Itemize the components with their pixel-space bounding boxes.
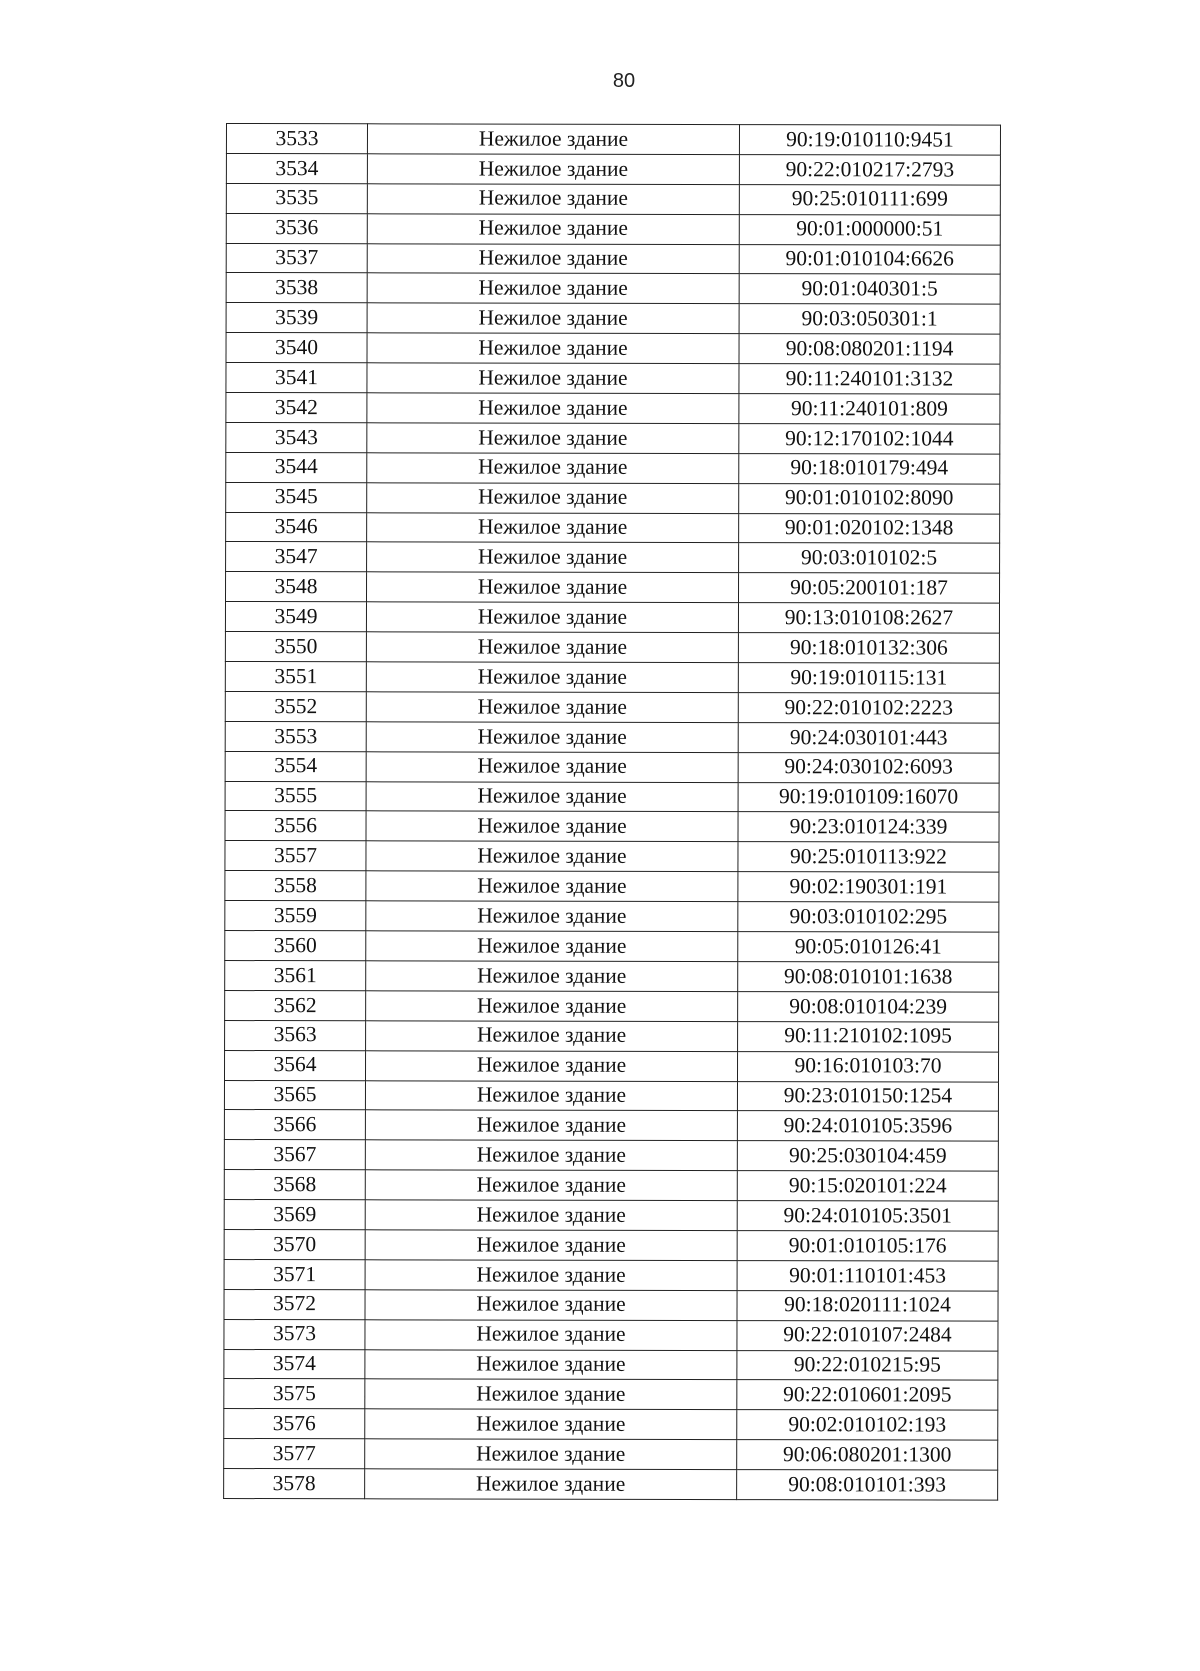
table-row (224, 1170, 998, 1202)
object-type-cell: Нежилое здание (367, 124, 739, 155)
table-row (226, 452, 1000, 484)
row-number-cell: 3565 (224, 1080, 365, 1110)
cadastral-number-cell: 90:11:210102:1095 (738, 1021, 999, 1051)
cadastral-number-cell: 90:02:010102:193 (737, 1410, 998, 1440)
table-row (226, 512, 1000, 544)
cadastral-number-cell: 90:01:040301:5 (739, 274, 1000, 304)
cadastral-number-cell: 90:08:010101:393 (737, 1470, 998, 1500)
table-row (226, 333, 1000, 365)
object-type-cell: Нежилое здание (367, 333, 739, 364)
table-row (224, 1080, 998, 1112)
row-number-cell: 3562 (225, 990, 366, 1020)
object-type-cell: Нежилое здание (366, 991, 738, 1022)
table-row (225, 871, 999, 903)
cadastral-number-cell: 90:22:010217:2793 (739, 154, 1000, 184)
object-type-cell: Нежилое здание (366, 692, 738, 723)
object-type-cell: Нежилое здание (366, 602, 738, 633)
table-row (226, 273, 1000, 305)
table-row (226, 124, 1000, 156)
object-type-cell: Нежилое здание (367, 542, 739, 573)
cadastral-number-cell: 90:01:010102:8090 (739, 483, 1000, 513)
cadastral-number-cell: 90:25:010113:922 (738, 842, 999, 872)
table-row (226, 482, 1000, 514)
object-type-cell: Нежилое здание (366, 781, 738, 812)
cadastral-number-cell: 90:12:170102:1044 (739, 423, 1000, 453)
row-number-cell: 3576 (224, 1409, 365, 1439)
object-type-cell: Нежилое здание (365, 1409, 737, 1440)
row-number-cell: 3538 (226, 273, 367, 303)
row-number-cell: 3541 (226, 363, 367, 393)
row-number-cell: 3537 (226, 243, 367, 273)
cadastral-number-cell: 90:11:240101:809 (739, 394, 1000, 424)
row-number-cell: 3546 (226, 512, 367, 542)
table-row (225, 811, 999, 843)
cadastral-number-cell: 90:08:010101:1638 (738, 962, 999, 992)
table-row (224, 1259, 998, 1291)
row-number-cell: 3535 (226, 183, 367, 213)
table-row (225, 602, 999, 634)
table-row (224, 1379, 998, 1411)
table-row (226, 363, 1000, 395)
cadastral-number-cell: 90:22:010102:2223 (738, 692, 999, 722)
object-type-cell: Нежилое здание (367, 453, 739, 484)
object-type-cell: Нежилое здание (365, 1260, 737, 1291)
table-row (225, 990, 999, 1022)
table-row (225, 781, 999, 813)
row-number-cell: 3553 (225, 721, 366, 751)
row-number-cell: 3569 (224, 1200, 365, 1230)
table-row (225, 572, 999, 604)
cadastral-number-cell: 90:23:010150:1254 (737, 1081, 998, 1111)
object-type-cell: Нежилое здание (366, 751, 738, 782)
row-number-cell: 3557 (225, 841, 366, 871)
cadastral-number-cell: 90:01:110101:453 (737, 1260, 998, 1290)
object-type-cell: Нежилое здание (366, 1021, 738, 1052)
table-row (225, 662, 999, 694)
object-type-cell: Нежилое здание (367, 273, 739, 304)
row-number-cell: 3540 (226, 333, 367, 363)
table-row (224, 1319, 998, 1351)
cadastral-number-cell: 90:23:010124:339 (738, 812, 999, 842)
row-number-cell: 3547 (226, 542, 367, 572)
object-type-cell: Нежилое здание (367, 482, 739, 513)
row-number-cell: 3544 (226, 452, 367, 482)
object-type-cell: Нежилое здание (367, 512, 739, 543)
row-number-cell: 3564 (224, 1050, 365, 1080)
row-number-cell: 3559 (225, 901, 366, 931)
cadastral-number-cell: 90:15:020101:224 (737, 1171, 998, 1201)
table-body (224, 124, 1001, 1501)
table-row (226, 153, 1000, 185)
cadastral-number-cell: 90:08:010104:239 (738, 991, 999, 1021)
table-row (226, 393, 1000, 425)
table-row (226, 213, 1000, 245)
table-row (225, 1020, 999, 1052)
table-row (226, 422, 1000, 454)
object-type-cell: Нежилое здание (365, 1469, 737, 1500)
property-registry-table (223, 123, 1001, 1501)
cadastral-number-cell: 90:22:010107:2484 (737, 1320, 998, 1350)
object-type-cell: Нежилое здание (365, 1439, 737, 1470)
row-number-cell: 3550 (225, 632, 366, 662)
row-number-cell: 3549 (225, 602, 366, 632)
row-number-cell: 3573 (224, 1319, 365, 1349)
cadastral-number-cell: 90:18:020111:1024 (737, 1290, 998, 1320)
object-type-cell: Нежилое здание (367, 393, 739, 424)
cadastral-number-cell: 90:19:010109:16070 (738, 782, 999, 812)
table-row (225, 901, 999, 933)
cadastral-number-cell: 90:02:190301:191 (738, 872, 999, 902)
cadastral-number-cell: 90:18:010179:494 (739, 453, 1000, 483)
cadastral-number-cell: 90:19:010115:131 (738, 663, 999, 693)
object-type-cell: Нежилое здание (365, 1379, 737, 1410)
row-number-cell: 3548 (225, 572, 366, 602)
cadastral-number-cell: 90:24:010105:3501 (737, 1201, 998, 1231)
object-type-cell: Нежилое здание (367, 243, 739, 274)
cadastral-number-cell: 90:19:010110:9451 (739, 125, 1000, 155)
object-type-cell: Нежилое здание (367, 303, 739, 334)
table-row (226, 243, 1000, 275)
row-number-cell: 3566 (224, 1110, 365, 1140)
table-row (225, 632, 999, 664)
row-number-cell: 3555 (225, 781, 366, 811)
cadastral-number-cell: 90:01:010104:6626 (739, 244, 1000, 274)
table-row (226, 303, 1000, 335)
table-row (225, 841, 999, 873)
cadastral-number-cell: 90:18:010132:306 (738, 633, 999, 663)
object-type-cell: Нежилое здание (366, 572, 738, 603)
row-number-cell: 3567 (224, 1140, 365, 1170)
object-type-cell: Нежилое здание (367, 363, 739, 394)
cadastral-number-cell: 90:25:030104:459 (737, 1141, 998, 1171)
row-number-cell: 3572 (224, 1289, 365, 1319)
cadastral-number-cell: 90:03:010102:5 (739, 543, 1000, 573)
object-type-cell: Нежилое здание (366, 662, 738, 693)
table-row (225, 721, 999, 753)
row-number-cell: 3545 (226, 482, 367, 512)
table-row (224, 1469, 998, 1501)
row-number-cell: 3574 (224, 1349, 365, 1379)
row-number-cell: 3542 (226, 393, 367, 423)
cadastral-number-cell: 90:16:010103:70 (737, 1051, 998, 1081)
cadastral-number-cell: 90:06:080201:1300 (737, 1440, 998, 1470)
cadastral-number-cell: 90:24:030102:6093 (738, 752, 999, 782)
object-type-cell: Нежилое здание (366, 961, 738, 992)
object-type-cell: Нежилое здание (367, 154, 739, 185)
object-type-cell: Нежилое здание (365, 1080, 737, 1111)
object-type-cell: Нежилое здание (366, 722, 738, 753)
cadastral-number-cell: 90:01:020102:1348 (739, 513, 1000, 543)
row-number-cell: 3558 (225, 871, 366, 901)
object-type-cell: Нежилое здание (367, 213, 739, 244)
table-row (224, 1110, 998, 1142)
cadastral-number-cell: 90:08:080201:1194 (739, 334, 1000, 364)
cadastral-number-cell: 90:03:010102:295 (738, 902, 999, 932)
row-number-cell: 3575 (224, 1379, 365, 1409)
row-number-cell: 3578 (224, 1469, 365, 1499)
object-type-cell: Нежилое здание (367, 423, 739, 454)
cadastral-number-cell: 90:03:050301:1 (739, 304, 1000, 334)
row-number-cell: 3570 (224, 1229, 365, 1259)
row-number-cell: 3561 (225, 960, 366, 990)
table-row (226, 183, 1000, 215)
row-number-cell: 3577 (224, 1439, 365, 1469)
row-number-cell: 3571 (224, 1259, 365, 1289)
table-row (224, 1200, 998, 1232)
table-row (225, 960, 999, 992)
object-type-cell: Нежилое здание (366, 841, 738, 872)
row-number-cell: 3533 (226, 124, 367, 154)
cadastral-number-cell: 90:24:030101:443 (738, 722, 999, 752)
object-type-cell: Нежилое здание (365, 1230, 737, 1261)
object-type-cell: Нежилое здание (366, 931, 738, 962)
table-row (225, 691, 999, 723)
table-row (226, 542, 1000, 574)
cadastral-number-cell: 90:13:010108:2627 (738, 603, 999, 633)
cadastral-number-cell: 90:24:010105:3596 (737, 1111, 998, 1141)
object-type-cell: Нежилое здание (366, 871, 738, 902)
table-row (225, 751, 999, 783)
row-number-cell: 3554 (225, 751, 366, 781)
cadastral-number-cell: 90:01:010105:176 (737, 1231, 998, 1261)
row-number-cell: 3560 (225, 931, 366, 961)
table-row (224, 1439, 998, 1471)
row-number-cell: 3556 (225, 811, 366, 841)
object-type-cell: Нежилое здание (365, 1319, 737, 1350)
table-row (224, 1289, 998, 1321)
table-row (224, 1349, 998, 1381)
page-number: 80 (612, 70, 636, 92)
row-number-cell: 3563 (225, 1020, 366, 1050)
table-row (224, 1140, 998, 1172)
cadastral-number-cell: 90:25:010111:699 (739, 184, 1000, 214)
table-row (224, 1409, 998, 1441)
row-number-cell: 3539 (226, 303, 367, 333)
cadastral-number-cell: 90:05:200101:187 (738, 573, 999, 603)
row-number-cell: 3552 (225, 691, 366, 721)
object-type-cell: Нежилое здание (366, 632, 738, 663)
table-row (225, 931, 999, 963)
object-type-cell: Нежилое здание (365, 1170, 737, 1201)
object-type-cell: Нежилое здание (365, 1140, 737, 1171)
object-type-cell: Нежилое здание (365, 1110, 737, 1141)
row-number-cell: 3568 (224, 1170, 365, 1200)
object-type-cell: Нежилое здание (366, 901, 738, 932)
cadastral-number-cell: 90:01:000000:51 (739, 214, 1000, 244)
cadastral-number-cell: 90:05:010126:41 (738, 932, 999, 962)
object-type-cell: Нежилое здание (366, 811, 738, 842)
table-row (224, 1050, 998, 1082)
object-type-cell: Нежилое здание (365, 1349, 737, 1380)
row-number-cell: 3543 (226, 422, 367, 452)
object-type-cell: Нежилое здание (365, 1050, 737, 1081)
table-row (224, 1229, 998, 1261)
cadastral-number-cell: 90:22:010601:2095 (737, 1380, 998, 1410)
cadastral-number-cell: 90:11:240101:3132 (739, 364, 1000, 394)
object-type-cell: Нежилое здание (367, 184, 739, 215)
row-number-cell: 3551 (225, 662, 366, 692)
row-number-cell: 3536 (226, 213, 367, 243)
row-number-cell: 3534 (226, 153, 367, 183)
object-type-cell: Нежилое здание (365, 1290, 737, 1321)
object-type-cell: Нежилое здание (365, 1200, 737, 1231)
cadastral-number-cell: 90:22:010215:95 (737, 1350, 998, 1380)
